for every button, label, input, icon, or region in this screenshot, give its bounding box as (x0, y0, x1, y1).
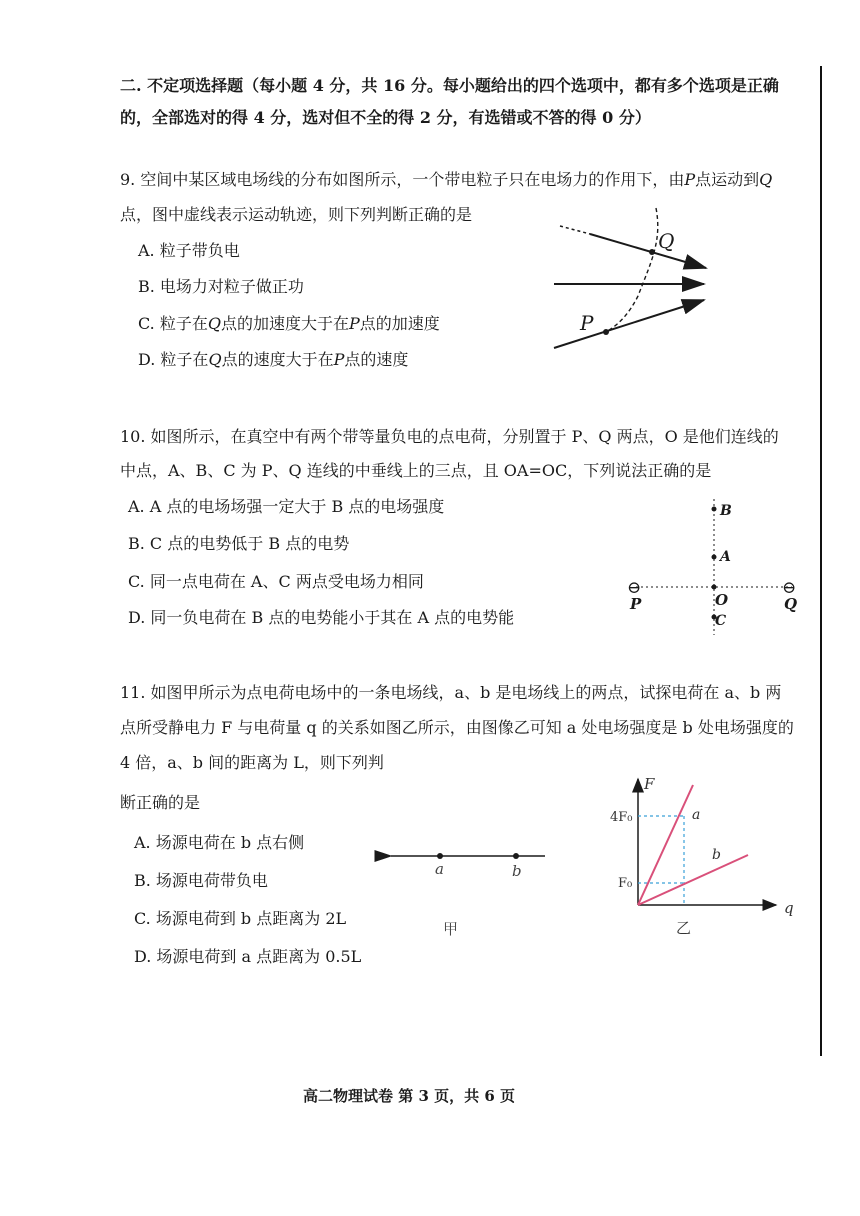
q9-trajectory (606, 208, 658, 332)
q11-tick-4f0: 4F₀ (610, 810, 633, 825)
q9-field-line-top-dashed (560, 226, 590, 234)
margin-rule (820, 66, 822, 1056)
q10-option-d[interactable]: D. 同一负电荷在 B 点的电势能小于其在 A 点的电势能 (128, 608, 515, 627)
q11-label-a: a (435, 860, 444, 878)
q11-caption-jia: 甲 (443, 920, 459, 938)
q10-option-b[interactable]: B. C 点的电势低于 B 点的电势 (128, 534, 350, 553)
q11-stem-line2: 点所受静电力 F 与电荷量 q 的关系如图乙所示，由图像乙可知 a 处电场强度是 b 处电场强度的 (120, 718, 794, 737)
q9-option-d[interactable]: D. 粒子在Q点的速度大于在P点的速度 (138, 350, 409, 369)
q10-charge-q: ⊖ (782, 578, 797, 598)
q11-option-b[interactable]: B. 场源电荷带负电 (134, 871, 268, 890)
q9-field-line-bottom (554, 300, 704, 348)
q11-line-b (638, 855, 748, 905)
q11-figure-jia (385, 840, 555, 940)
q10-point-a (712, 555, 717, 560)
q9-point-q (649, 249, 655, 255)
q9-option-c[interactable]: C. 粒子在Q点的加速度大于在P点的加速度 (138, 314, 440, 333)
q11-axis-q-label: q (784, 899, 794, 917)
q9-stem-line1: 9. 空间中某区域电场线的分布如图所示，一个带电粒子只在电场力的作用下，由P点运动到Q (120, 170, 773, 189)
q10-point-o (712, 585, 717, 590)
q11-option-d[interactable]: D. 场源电荷到 a 点距离为 0.5L (134, 947, 362, 966)
q9-point-p (603, 329, 609, 335)
q9-field-diagram (540, 200, 730, 360)
q11-stem-line1: 11. 如图甲所示为点电荷电场中的一条电场线，a、b 是电场线上的两点，试探电荷在 a、b 两 (120, 683, 782, 702)
q11-point-a (437, 853, 443, 859)
page-footer: 高二物理试卷 第 3 页，共 6 页 (303, 1087, 515, 1105)
q10-stem-line2: 中点，A、B、C 为 P、Q 连线的中垂线上的三点，且 OA=OC，下列说法正确的是 (120, 461, 712, 480)
q11-option-a[interactable]: A. 场源电荷在 b 点右侧 (134, 833, 305, 852)
q10-point-b (712, 507, 717, 512)
q10-label-p: P (630, 595, 642, 613)
q10-stem-line1: 10. 如图所示，在真空中有两个带等量负电的点电荷，分别置于 P、Q 两点，O 是他们连线的 (120, 427, 779, 446)
q11-stem-line3: 4 倍，a、b 间的距离为 L，则下列判 (120, 753, 384, 772)
q10-label-b: B (720, 503, 732, 519)
q11-point-b (513, 853, 519, 859)
q10-charge-p: ⊖ (627, 578, 642, 598)
q10-option-c[interactable]: C. 同一点电荷在 A、C 两点受电场力相同 (128, 572, 424, 591)
q9-field-line-top (590, 234, 706, 268)
q11-label-b: b (512, 862, 522, 880)
q9-option-b[interactable]: B. 电场力对粒子做正功 (138, 277, 304, 296)
section-heading-line2: 的，全部选对的得 4 分，选对但不全的得 2 分，有选错或不答的得 0 分） (120, 108, 651, 127)
q10-label-o: O (715, 591, 729, 609)
q9-stem-line2: 点，图中虚线表示运动轨迹，则下列判断正确的是 (120, 205, 473, 224)
section-heading-line1: 二. 不定项选择题（每小题 4 分，共 16 分。每小题给出的四个选项中，都有多个选项是正确 (120, 76, 779, 95)
q9-label-q: Q (658, 229, 675, 253)
q9-option-a[interactable]: A. 粒子带负电 (138, 241, 240, 260)
q10-label-q: Q (784, 595, 798, 613)
q11-stem-line4: 断正确的是 (120, 793, 201, 812)
q11-line-b-label: b (712, 847, 721, 863)
q9-label-p: P (580, 311, 594, 335)
q10-label-a: A (720, 549, 731, 565)
q11-tick-f0: F₀ (618, 876, 633, 891)
q11-axis-f-label: F (644, 775, 655, 793)
q11-line-a (638, 785, 693, 905)
q10-label-c: C (715, 613, 727, 629)
q11-line-a-label: a (692, 807, 701, 823)
q11-caption-yi: 乙 (676, 919, 692, 937)
q10-charges-diagram (620, 495, 810, 645)
q10-option-a[interactable]: A. A 点的电场场强一定大于 B 点的电场强度 (128, 497, 445, 516)
q11-option-c[interactable]: C. 场源电荷到 b 点距离为 2L (134, 909, 347, 928)
q11-figure-yi (600, 775, 810, 940)
